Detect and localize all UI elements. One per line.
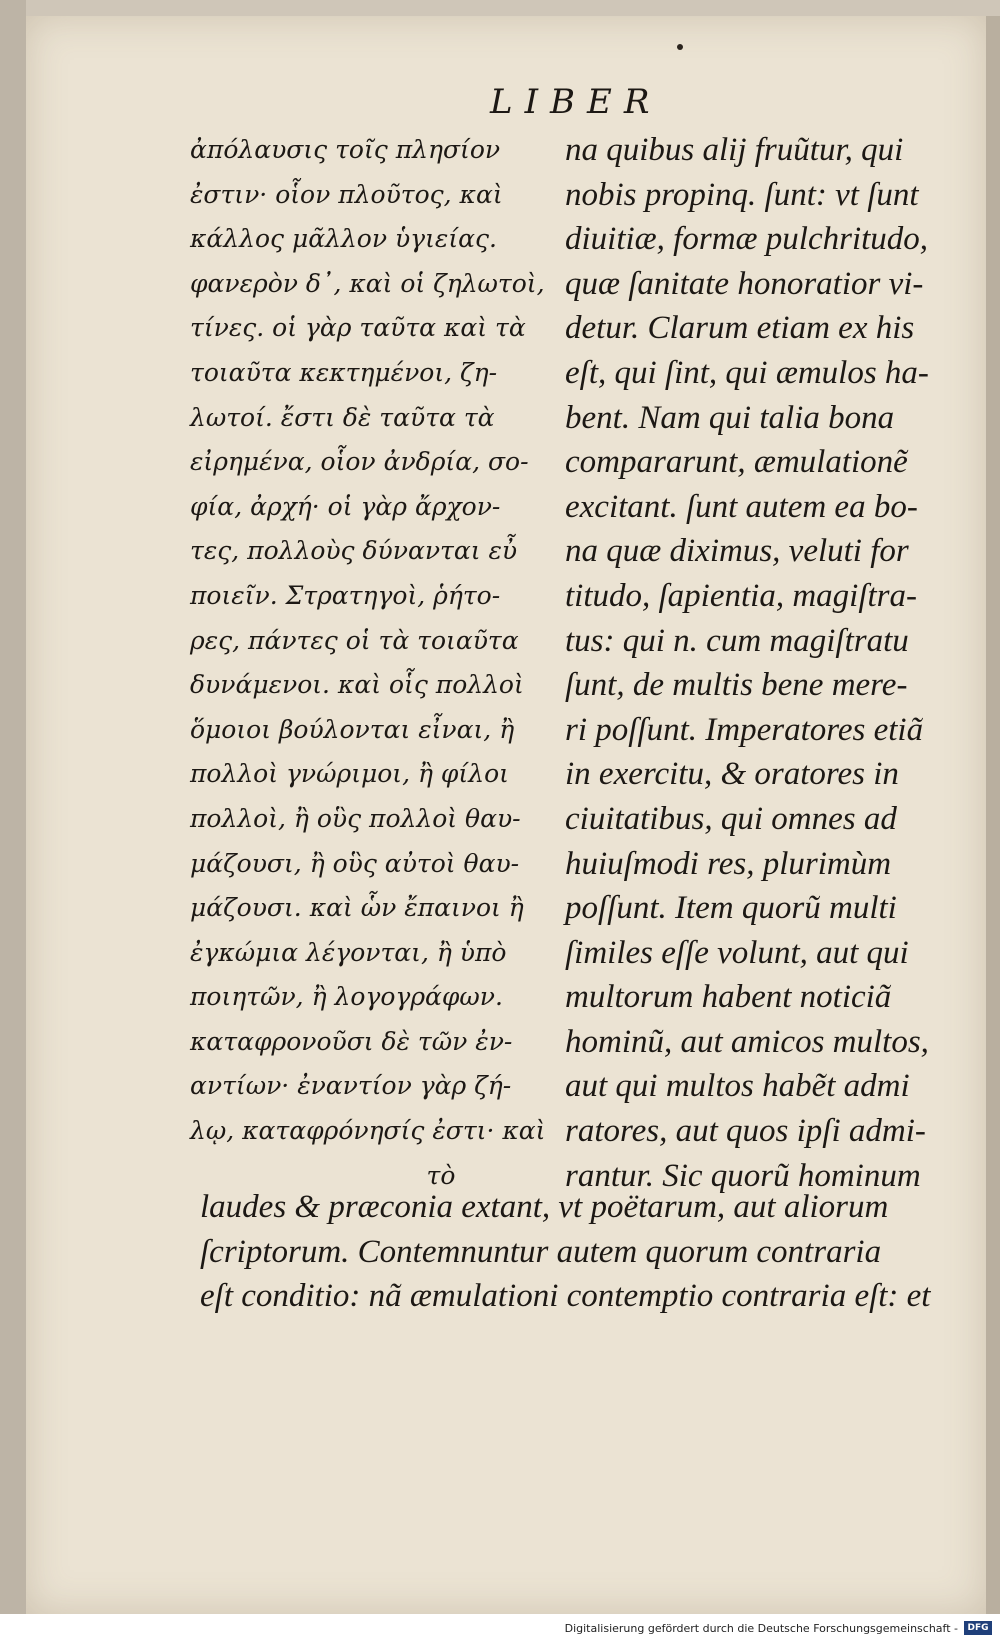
greek-text-line: πολλοὶ γνώριμοι, ἢ φίλοι — [190, 759, 509, 789]
latin-text-line: bent. Nam qui talia bona — [565, 399, 895, 436]
latin-text-line: eſt, qui ſint, qui æmulos ha- — [565, 354, 929, 391]
greek-text-line: καταφρονοῦσι δὲ τῶν ἐν- — [190, 1026, 513, 1056]
latin-text-line: detur. Clarum etiam ex his — [565, 310, 915, 347]
latin-text-line: diuitiæ, formæ pulchritudo, — [565, 221, 929, 258]
full-width-text-line: laudes & præconia extant, vt poëtarum, aut aliorum — [200, 1189, 889, 1225]
latin-text-line: compararunt, æmulationẽ — [565, 444, 908, 481]
latin-text-line: hominũ, aut amicos multos, — [565, 1023, 929, 1060]
latin-text-line: quæ ſanitate honoratior vi- — [565, 265, 924, 302]
latin-text-line: titudo, ſapientia, magiſtra- — [565, 577, 917, 614]
latin-text-line: ſunt, de multis bene mere- — [565, 667, 908, 704]
running-header: LIBER — [490, 82, 662, 122]
greek-text-line: λωτοί. ἔστι δὲ ταῦτα τὰ — [190, 402, 495, 432]
greek-text-line: ποιητῶν, ἢ λογογράφων. — [190, 982, 503, 1012]
greek-text-line: αντίων· ἐναντίον γὰρ ζή- — [190, 1071, 512, 1101]
latin-text-line: ciuitatibus, qui omnes ad — [565, 800, 897, 837]
latin-text-line: multorum habent noticiã — [565, 979, 892, 1016]
greek-text-line: τες, πολλοὺς δύνανται εὖ — [190, 536, 518, 566]
digitization-footer — [0, 1614, 1000, 1645]
signature-mark — [677, 44, 683, 50]
full-width-text-line: ſcriptorum. Contemnuntur autem quorum contraria — [200, 1233, 882, 1270]
latin-text-column — [565, 128, 955, 1198]
greek-text-line: εἰρημένα, οἷον ἀνδρία, σο- — [190, 447, 529, 477]
greek-text-line: ποιεῖν. Στρατηγοὶ, ῥήτο- — [190, 580, 501, 610]
latin-text-line: poſſunt. Item quorũ multi — [565, 890, 897, 927]
latin-text-line: ſimiles eſſe volunt, aut qui — [565, 934, 909, 971]
latin-text-line: rantur. Sic quorũ hominum — [565, 1157, 921, 1194]
latin-text-line: nobis propinq. ſunt: vt ſunt — [565, 176, 919, 213]
latin-text-line: excitant. ſunt autem ea bo- — [565, 488, 918, 525]
greek-text-line: τὸ — [426, 1160, 456, 1190]
greek-text-line: φανερὸν δ᾽, καὶ οἱ ζηλωτοὶ, — [190, 268, 545, 298]
greek-text-line: ἐγκώμια λέγονται, ἢ ὑπὸ — [190, 937, 507, 967]
greek-text-line: μάζουσι. καὶ ὧν ἔπαινοι ἢ — [190, 893, 524, 923]
greek-text-line: κάλλος μᾶλλον ὑγιείας. — [190, 224, 497, 254]
latin-text-line: na quibus alij fruũtur, qui — [565, 132, 904, 168]
latin-text-line: aut qui multos habẽt admi — [565, 1068, 910, 1105]
greek-text-line: ρες, πάντες οἱ τὰ τοιαῦτα — [190, 625, 519, 655]
greek-text-line: πολλοὶ, ἢ οὓς πολλοὶ θαυ- — [190, 803, 521, 833]
greek-text-line: τοιαῦτα κεκτημένοι, ζη- — [190, 357, 498, 387]
greek-text-line: φία, ἀρχή· οἱ γὰρ ἄρχον- — [190, 491, 501, 521]
greek-text-line: ὅμοιοι βούλονται εἶναι, ἢ — [190, 714, 515, 744]
latin-text-line: ratores, aut quos ipſi admi- — [565, 1113, 926, 1150]
latin-text-line: in exercitu, & oratores in — [565, 756, 899, 793]
page-edge-shadow — [986, 16, 1000, 1614]
greek-text-line: λῳ, καταφρόνησίς ἐστι· καὶ — [190, 1116, 546, 1146]
greek-text-line: ἐστιν· οἷον πλοῦτος, καὶ — [190, 179, 503, 209]
greek-text-line: τίνες. οἱ γὰρ ταῦτα καὶ τὰ — [190, 313, 526, 343]
latin-text-line: na quæ diximus, veluti for — [565, 533, 909, 570]
latin-text-line: ri poſſunt. Imperatores etiã — [565, 711, 924, 748]
dfg-logo: DFG — [964, 1621, 992, 1635]
latin-text-line: tus: qui n. cum magiſtratu — [565, 622, 909, 659]
latin-text-line: huiuſmodi res, plurimùm — [565, 845, 892, 882]
greek-text-line: δυνάμενοι. καὶ οἷς πολλοὶ — [190, 670, 524, 700]
full-width-text-block — [200, 1185, 940, 1319]
greek-text-column — [190, 128, 562, 1198]
funding-credit: Digitalisierung gefördert durch die Deutsche Forschungsgemeinschaft - — [564, 1622, 958, 1635]
facing-page-edge — [0, 0, 26, 1645]
greek-text-line: ἀπόλαυσις τοῖς πλησίον — [190, 135, 501, 164]
greek-text-line: μάζουσι, ἢ οὓς αὐτοὶ θαυ- — [190, 848, 520, 878]
full-width-text-line: eſt conditio: nã æmulationi contemptio contraria eſt: et — [200, 1278, 931, 1315]
